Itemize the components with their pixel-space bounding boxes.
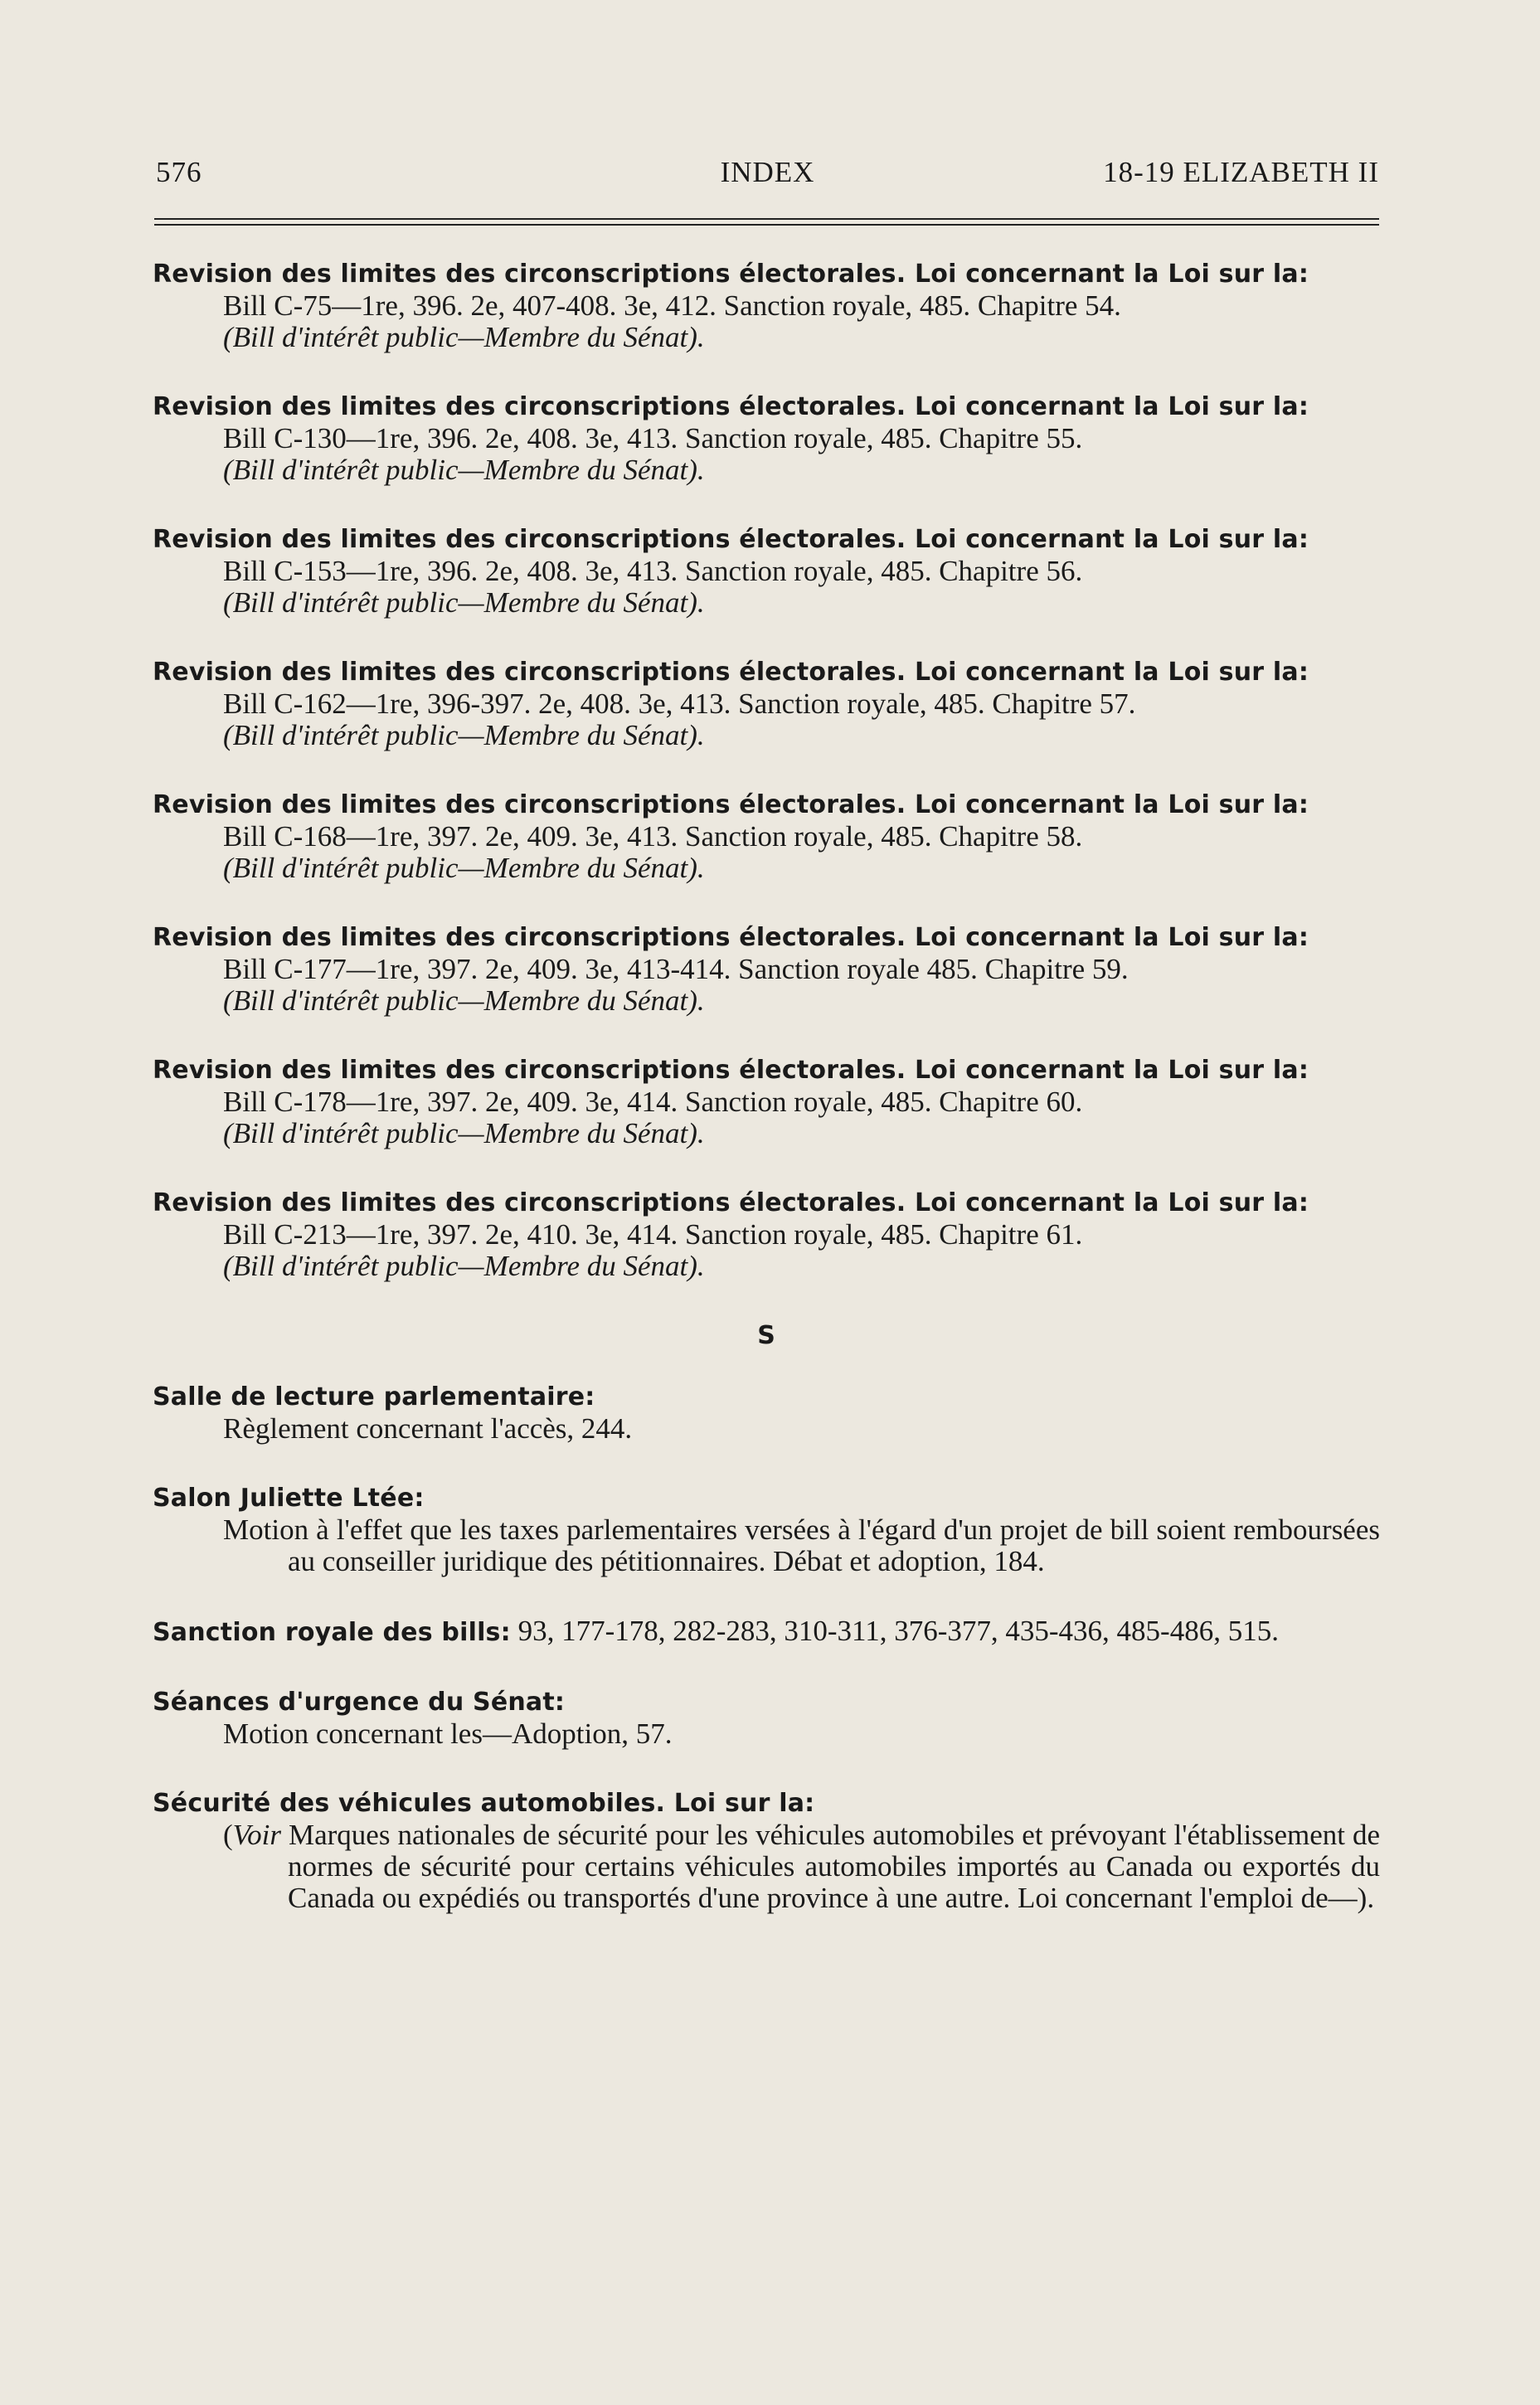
- entry-heading: Revision des limites des circonscriptions électorales. Loi concernant la Loi sur la:: [153, 525, 1309, 554]
- page-header: [156, 156, 1379, 197]
- index-entry: [153, 1483, 1380, 1577]
- bill-note: (Bill d'intérêt public—Membre du Sénat).: [223, 321, 705, 353]
- entry-heading: Revision des limites des circonscriptions électorales. Loi concernant la Loi sur la:: [153, 260, 1309, 289]
- entry-heading: Revision des limites des circonscriptions électorales. Loi concernant la Loi sur la:: [153, 392, 1309, 421]
- index-entry: [153, 259, 1380, 353]
- index-entry: [153, 524, 1380, 619]
- index-content: [153, 259, 1380, 1952]
- voir-label: Voir: [232, 1819, 282, 1851]
- entry-heading: Séances d'urgence du Sénat:: [153, 1688, 566, 1717]
- header-rule-double: [154, 224, 1379, 226]
- page-references: 93, 177-178, 282-283, 310-311, 376-377, 435-436, 485-486, 515.: [517, 1615, 1279, 1647]
- bill-note: (Bill d'intérêt public—Membre du Sénat).: [223, 454, 705, 486]
- entry-heading: Revision des limites des circonscriptions électorales. Loi concernant la Loi sur la:: [153, 1188, 1309, 1217]
- bill-reference: Bill C-178—1re, 397. 2e, 409. 3e, 414. Sanction royale, 485. Chapitre 60.: [223, 1086, 1083, 1118]
- cross-reference-text: Marques nationales de sécurité pour les véhicules automobiles et prévoyant l'établissement de normes de sécurité pour certains véhicules automobiles importés au Canada ou exportés du Canada ou expédiés ou transportés d'une province à une autre. Loi concernant l'emploi de—).: [288, 1819, 1381, 1914]
- index-entry: [153, 1188, 1380, 1282]
- index-entry: [153, 1382, 1380, 1445]
- cross-reference: (Voir Marques nationales de sécurité pour les véhicules automobiles et prévoyant l'établissement de normes de sécurité pour certains véhicules automobiles importés au Canada ou exportés du Canada ou expédiés ou transportés d'une province à une autre. Loi concernant l'emploi de—).: [223, 1819, 1381, 1914]
- index-entry: [153, 1788, 1380, 1914]
- entry-heading: Revision des limites des circonscriptions électorales. Loi concernant la Loi sur la:: [153, 658, 1309, 687]
- index-entry: [153, 657, 1380, 751]
- entry-subline: Règlement concernant l'accès, 244.: [223, 1412, 633, 1445]
- bill-reference: Bill C-75—1re, 396. 2e, 407-408. 3e, 412. Sanction royale, 485. Chapitre 54.: [223, 289, 1121, 322]
- entry-heading: Sécurité des véhicules automobiles. Loi sur la:: [153, 1789, 815, 1818]
- bill-reference: Bill C-177—1re, 397. 2e, 409. 3e, 413-414. Sanction royale 485. Chapitre 59.: [223, 953, 1129, 985]
- entry-subline: Motion concernant les—Adoption, 57.: [223, 1718, 673, 1750]
- bill-reference: Bill C-130—1re, 396. 2e, 408. 3e, 413. Sanction royale, 485. Chapitre 55.: [223, 422, 1083, 454]
- index-entry: [153, 790, 1380, 884]
- index-entry: [153, 1055, 1380, 1149]
- bill-note: (Bill d'intérêt public—Membre du Sénat).: [223, 852, 705, 884]
- bill-note: (Bill d'intérêt public—Membre du Sénat).: [223, 1117, 705, 1149]
- bill-reference: Bill C-213—1re, 397. 2e, 410. 3e, 414. Sanction royale, 485. Chapitre 61.: [223, 1218, 1083, 1251]
- bill-note: (Bill d'intérêt public—Membre du Sénat).: [223, 719, 705, 751]
- header-rule: [154, 218, 1379, 220]
- bill-reference: Bill C-153—1re, 396. 2e, 408. 3e, 413. Sanction royale, 485. Chapitre 56.: [223, 555, 1083, 587]
- bill-reference: Bill C-162—1re, 396-397. 2e, 408. 3e, 413. Sanction royale, 485. Chapitre 57.: [223, 687, 1136, 720]
- running-title: INDEX: [720, 156, 815, 188]
- entry-heading: Salon Juliette Ltée:: [153, 1484, 425, 1513]
- bill-note: (Bill d'intérêt public—Membre du Sénat).: [223, 984, 705, 1017]
- bill-reference: Bill C-168—1re, 397. 2e, 409. 3e, 413. Sanction royale, 485. Chapitre 58.: [223, 820, 1083, 853]
- entry-heading: Revision des limites des circonscriptions électorales. Loi concernant la Loi sur la:: [153, 923, 1309, 952]
- entry-heading: Revision des limites des circonscriptions électorales. Loi concernant la Loi sur la:: [153, 790, 1309, 819]
- index-entry: [153, 1687, 1380, 1750]
- bill-note: (Bill d'intérêt public—Membre du Sénat).: [223, 586, 705, 619]
- entry-heading: Revision des limites des circonscriptions électorales. Loi concernant la Loi sur la:: [153, 1056, 1309, 1085]
- page-number: 576: [156, 156, 202, 188]
- entry-heading: Sanction royale des bills:: [153, 1618, 511, 1647]
- index-entry: [153, 1615, 1380, 1649]
- entry-heading: Salle de lecture parlementaire:: [153, 1382, 595, 1411]
- bill-note: (Bill d'intérêt public—Membre du Sénat).: [223, 1250, 705, 1282]
- running-header-right: 18-19 ELIZABETH II: [1103, 156, 1379, 188]
- entry-subline: Motion à l'effet que les taxes parlementaires versées à l'égard d'un projet de bill soient remboursées au conseiller juridique des pétitionnaires. Débat et adoption, 184.: [223, 1513, 1380, 1577]
- index-entry: [153, 391, 1380, 486]
- section-letter: S: [757, 1321, 775, 1350]
- index-entry: [153, 922, 1380, 1017]
